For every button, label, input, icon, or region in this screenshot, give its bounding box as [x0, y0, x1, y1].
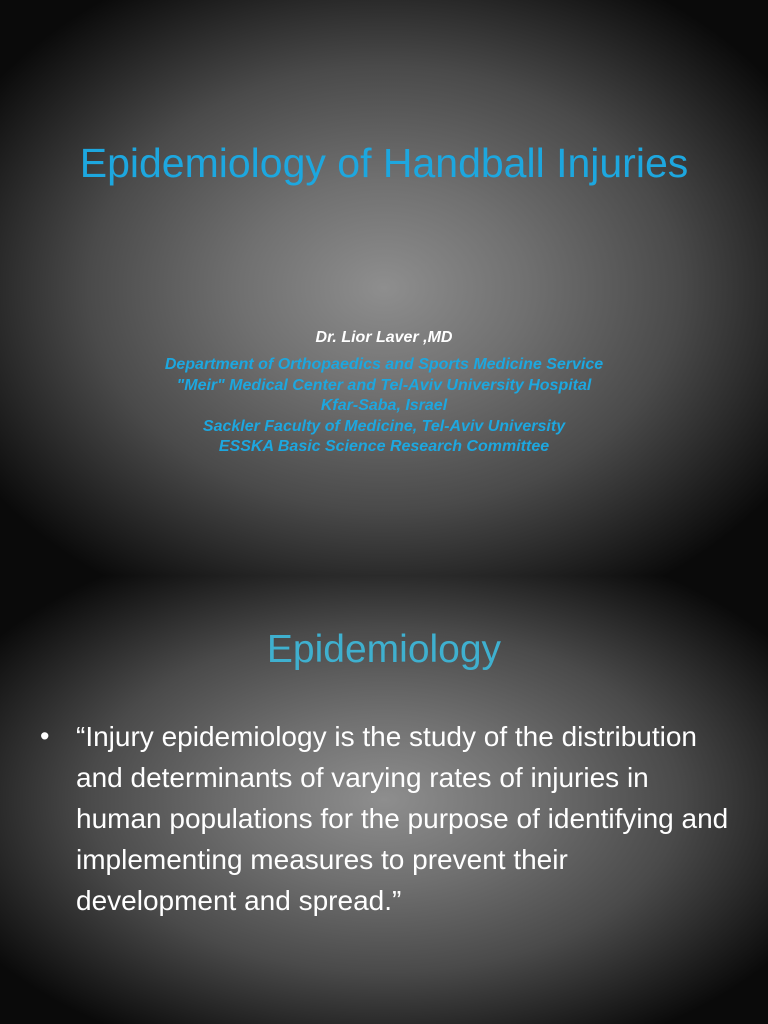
bullet-item — [40, 716, 730, 921]
affiliation-line: Department of Orthopaedics and Sports Medicine Service — [164, 356, 604, 373]
slide-2[interactable] — [0, 576, 768, 1024]
affiliations — [40, 355, 728, 458]
affiliation-line: Kfar-Saba, Israel — [320, 397, 448, 414]
affiliation-line: Sackler Faculty of Medicine, Tel-Aviv University — [202, 417, 566, 435]
affiliation-line: "Meir" Medical Center and Tel-Aviv University Hospital — [176, 376, 592, 394]
slide-2-title: Epidemiology — [266, 628, 502, 671]
affiliation-line: ESSKA Basic Science Research Committee — [218, 438, 550, 455]
slide-1-title: Epidemiology of Handball Injuries — [79, 140, 689, 186]
bullet-text: “Injury epidemiology is the study of the distribution and determinants of varying rates of injuries in human populations for the purpose of identifying and implementing measures to prevent their development and spread.” — [76, 721, 729, 916]
bullet-marker: • — [40, 721, 50, 751]
author-name: Dr. Lior Laver ,MD — [315, 329, 453, 346]
